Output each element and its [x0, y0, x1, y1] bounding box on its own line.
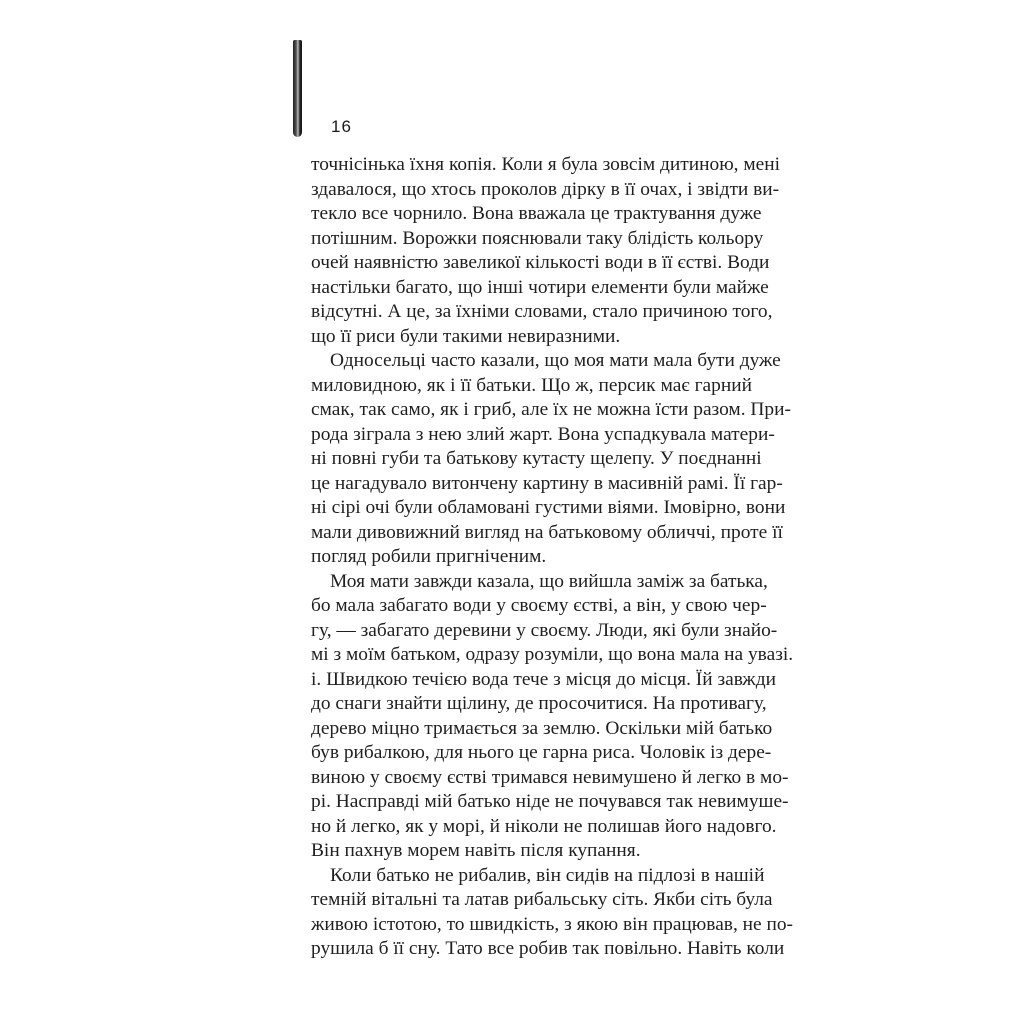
text-line: рі. Насправді мій батько ніде не почувався так невимуше-	[311, 791, 789, 812]
text-line: очей наявністю завеликої кількості води в її єстві. Води	[311, 252, 770, 273]
text-line: погляд робили пригніченим.	[311, 546, 547, 567]
text-line: і. Швидкою течією вода тече з місця до місця. Їй завжди	[311, 668, 776, 690]
text-line: мали дивовижний вигляд на батьковому обличчі, проте її	[311, 521, 783, 543]
text-line: відсутні. А це, за їхніми словами, стало причиною того,	[311, 301, 773, 322]
text-line: ні сірі очі були обламовані густими віями. Імовірно, вони	[311, 497, 786, 518]
text-line: настільки багато, що інші чотири елементи були майже	[311, 276, 769, 298]
text-line: но й легко, як у морі, й ніколи не полишав його надовго.	[311, 815, 777, 837]
text-line: здавалося, що хтось проколов дірку в її очах, і звідти ви-	[311, 178, 780, 200]
text-line: до снаги знайти щілину, де просочитися. На противагу,	[311, 693, 767, 714]
text-line: текло все чорнило. Вона вважала це трактування дуже	[311, 203, 762, 224]
page-number: 16	[331, 117, 352, 136]
text-line: миловидною, як і її батьки. Що ж, персик має гарний	[311, 374, 752, 396]
text-line: рушила б її сну. Тато все робив так повільно. Навіть коли	[311, 938, 785, 959]
text-line: точнісінька їхня копія. Коли я була зовсім дитиною, мені	[311, 154, 781, 175]
text-line: це нагадувало витончену картину в масивній рамі. Її гар-	[311, 472, 783, 494]
text-line: Коли батько не рибалив, він сидів на підлозі в нашій	[330, 864, 765, 886]
text-line: дерево міцно тримається за землю. Оскільки мій батько	[311, 717, 773, 739]
text-line: що її риси були такими невиразними.	[311, 325, 621, 347]
text-line: був рибалкою, для нього це гарна риса. Чоловік із дере-	[311, 742, 772, 763]
text-line: мі з моїм батьком, одразу розуміли, що вона мала на увазі.	[311, 644, 794, 665]
text-line: ні повні губи та батькову кутасту щелепу. У поєднанні	[311, 448, 762, 469]
text-line: живою істотою, то швидкість, з якою він працював, не по-	[311, 913, 794, 935]
text-line: Моя мати завжди казала, що вийшла заміж за батька,	[330, 570, 768, 592]
text-line: бо мала забагато води у своєму єстві, а він, у свою чер-	[311, 595, 767, 616]
text-line: смак, так само, як і гриб, але їх не можна їсти разом. При-	[311, 399, 791, 420]
text-line: Односельці часто казали, що моя мати мала бути дуже	[330, 350, 781, 371]
text-line: рода зіграла з нею злий жарт. Вона успадкувала матери-	[311, 423, 775, 445]
text-line: темній вітальні та латав рибальську сіть. Якби сіть була	[311, 889, 773, 910]
page-edge-mark	[293, 40, 302, 137]
body-text	[311, 153, 794, 962]
text-line: потішним. Ворожки пояснювали таку блідість кольору	[311, 227, 764, 249]
text-line: Він пахнув морем навіть після купання.	[311, 840, 641, 861]
text-line: виною у своєму єстві тримався невимушено й легко в мо-	[311, 766, 789, 788]
text-line: гу, — забагато деревини у своєму. Люди, які були знайо-	[311, 619, 778, 641]
